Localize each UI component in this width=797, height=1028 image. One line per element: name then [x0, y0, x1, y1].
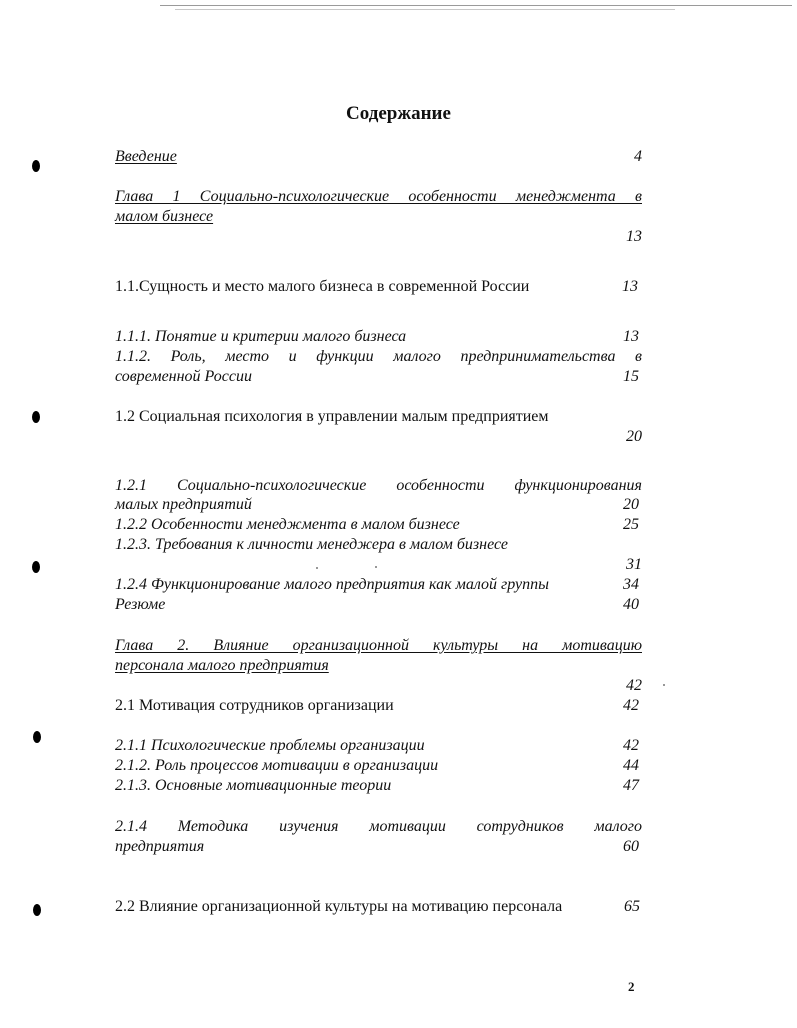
toc-page-intro: 4 — [634, 148, 642, 165]
toc-entry-1-1-1 — [115, 327, 642, 347]
toc-page-1-2-2: 25 — [623, 516, 639, 533]
toc-entry-1-2-1-cont — [115, 495, 642, 515]
toc-label-resume: Резюме — [115, 596, 166, 613]
toc-label-2-1-1: 2.1.1 Психологические проблемы организации — [115, 737, 425, 754]
toc-page-2-1-1: 42 — [623, 737, 639, 754]
toc-entry-2-1-3 — [115, 776, 642, 796]
toc-page-1-1: 13 — [622, 278, 638, 295]
toc-label-2-1-4: 2.1.4 Методика изучения мотивации сотрудников малого — [115, 818, 642, 835]
toc-label-1-2-4: 1.2.4 Функционирование малого предприятия как малой группы — [115, 576, 549, 593]
toc-entry-1-2-2 — [115, 515, 642, 535]
scan-top-rule — [160, 5, 792, 6]
toc-entry-2-1-1 — [115, 736, 642, 756]
toc-label-2-1-3: 2.1.3. Основные мотивационные теории — [115, 777, 392, 794]
toc-page-1-2: 20 — [626, 428, 642, 445]
toc-label-1-2-1-cont: малых предприятий — [115, 496, 252, 513]
toc-label-1-2: 1.2 Социальная психология в управлении малым предприятием — [115, 408, 549, 425]
toc-page-1-2-4: 34 — [623, 576, 639, 593]
binder-hole-mark — [32, 561, 40, 573]
toc-entry-1-1-2-cont — [115, 367, 642, 387]
page-number: 2 — [628, 979, 635, 994]
binder-hole-mark — [33, 731, 41, 743]
toc-page-resume: 40 — [623, 596, 639, 613]
toc-page-chapter-1: 13 — [626, 228, 642, 245]
toc-label-2-1-4-cont: предприятия — [115, 838, 205, 855]
toc-label-1-1-2-cont: современной России — [115, 368, 252, 385]
toc-link-intro[interactable]: Введение — [115, 148, 177, 165]
toc-page-1-2-1: 20 — [623, 496, 639, 513]
toc-link-chapter-1[interactable]: Глава 1 Социально-психологические особенности менеджмента в — [115, 188, 642, 205]
toc-label-2-2: 2.2 Влияние организационной культуры на мотивацию персонала — [115, 898, 563, 915]
toc-label-1-1-1: 1.1.1. Понятие и критерии малого бизнеса — [115, 328, 407, 345]
toc-entry-2-1-2 — [115, 756, 642, 776]
toc-page-1-1-2: 15 — [623, 368, 639, 385]
toc-label-2-1: 2.1 Мотивация сотрудников организации — [115, 697, 394, 714]
toc-link-chapter-2[interactable]: Глава 2. Влияние организационной культуры на мотивацию — [115, 637, 642, 654]
toc-page-2-1-2: 44 — [623, 757, 639, 774]
toc-label-1-2-3: 1.2.3. Требования к личности менеджера в малом бизнесе — [115, 536, 508, 553]
toc-label-1-2-1: 1.2.1 Социально-психологические особенности функционирования — [115, 477, 642, 494]
binder-hole-mark — [32, 160, 40, 172]
scan-speck — [663, 684, 665, 686]
toc-entry-2-1-4-cont — [115, 837, 642, 857]
toc-entry-1-1 — [115, 277, 642, 297]
toc-page-1-2-3: 31 — [626, 556, 642, 573]
toc-entry-resume — [115, 595, 642, 615]
toc-label-1-1-2: 1.1.2. Роль, место и функции малого предпринимательства в — [115, 348, 642, 365]
toc-entry-1-2-4 — [115, 575, 642, 595]
toc-title: Содержание — [346, 103, 451, 124]
toc-entry-2-1 — [115, 696, 642, 716]
toc-label-2-1-2: 2.1.2. Роль процессов мотивации в организации — [115, 757, 439, 774]
toc-label-1-2-2: 1.2.2 Особенности менеджмента в малом бизнесе — [115, 516, 460, 533]
binder-hole-mark — [32, 411, 40, 423]
toc-page-chapter-2: 42 — [626, 677, 642, 694]
scan-top-rule-faint — [175, 9, 675, 10]
toc-link-chapter-2-cont[interactable]: персонала малого предприятия — [115, 657, 329, 674]
toc-page-2-1: 42 — [623, 697, 639, 714]
toc-page-2-2: 65 — [624, 898, 640, 915]
toc-page-1-1-1: 13 — [623, 328, 639, 345]
toc-label-1-1: 1.1.Сущность и место малого бизнеса в современной России — [115, 278, 530, 295]
toc-link-chapter-1-cont[interactable]: малом бизнесе — [115, 208, 214, 225]
binder-hole-mark — [33, 904, 41, 916]
toc-page-2-1-4: 60 — [623, 838, 639, 855]
toc-page-2-1-3: 47 — [623, 777, 639, 794]
toc-entry-2-2 — [115, 897, 642, 917]
